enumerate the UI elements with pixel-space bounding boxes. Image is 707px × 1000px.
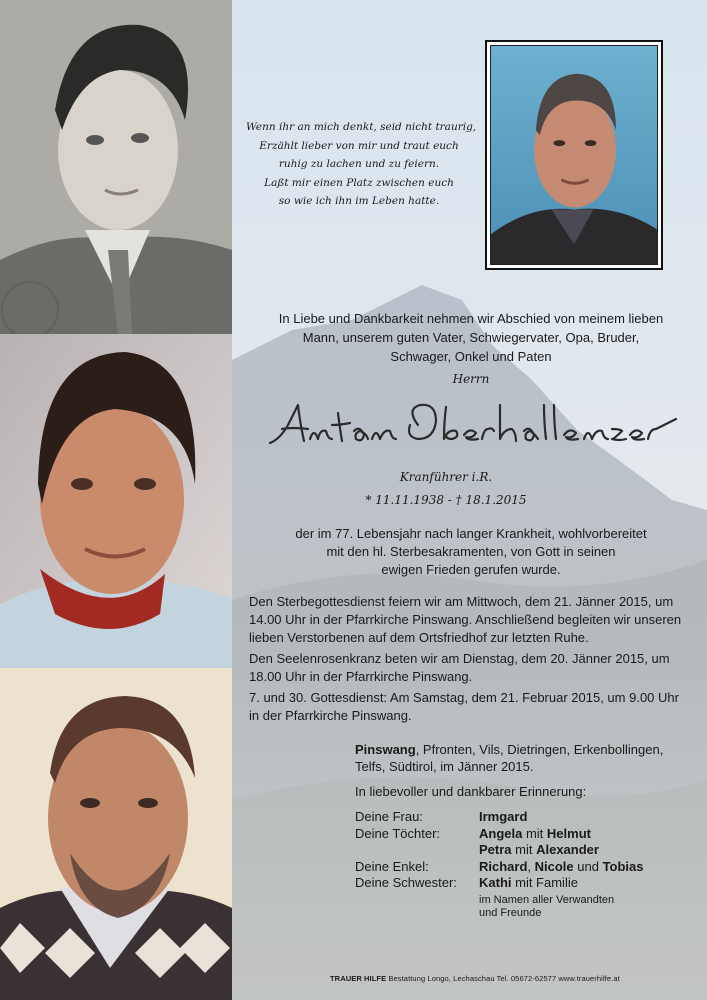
sister-row <box>355 874 700 891</box>
middle-aged-man-photo-icon <box>0 334 232 668</box>
grandchild-name: Richard <box>479 858 528 874</box>
footer <box>330 974 620 983</box>
daughters-label: Deine Töchter: <box>355 825 441 841</box>
poem-line: ruhig zu lachen und zu feiern. <box>278 158 440 170</box>
sister-label: Deine Schwester: <box>355 875 457 890</box>
daughter-name: Petra <box>479 842 512 857</box>
older-man-photo-icon <box>0 668 232 1000</box>
relatives-line: im Namen aller Verwandten <box>479 893 615 906</box>
connector: mit Familie <box>511 875 578 890</box>
poem-line: Erzählt lieber von mir und traut euch <box>259 139 459 152</box>
portrait-frame <box>485 40 663 270</box>
family-section <box>355 741 700 920</box>
intro-line: Mann, unserem guten Vater, Schwiegervater, Opa, Bruder, <box>302 330 640 345</box>
passing-line: der im 77. Lebensjahr nach langer Krankheit, wohlvorbereitet <box>295 526 647 541</box>
passing-text <box>246 525 696 579</box>
intro-text <box>246 309 696 366</box>
portrait-photo-icon <box>490 45 658 265</box>
salutation: Herrn <box>452 372 490 386</box>
grandchildren-row <box>355 858 700 875</box>
service-line: 18.00 Uhr in der Pfarrkirche Pinswang. <box>249 669 473 684</box>
poem-line: Wenn ihr an mich denkt, seid nicht traurig, <box>246 121 477 133</box>
daughter-name: Angela <box>479 825 523 841</box>
wife-label: Deine Frau: <box>355 809 423 824</box>
sister-name: Kathi <box>479 875 512 890</box>
poem-line: so wie ich ihn im Leben hatte. <box>278 195 440 207</box>
footer-brand: TRAUER HILFE <box>330 974 387 983</box>
daughters-row <box>355 825 700 842</box>
partner-name: Alexander <box>536 842 599 857</box>
connector: mit <box>522 825 547 841</box>
service-line: Den Sterbegottesdienst feiern wir am Mittwoch, dem 21. Jänner 2015, um <box>249 594 674 609</box>
remembrance-line: In liebevoller und dankbarer Erinnerung: <box>355 784 587 799</box>
service-line: 14.00 Uhr in der Pfarrkirche Pinswang. Anschließend begleiten wir unseren <box>249 612 682 627</box>
memorial-mass-text <box>249 689 679 725</box>
life-dates: * 11.11.1938 - † 18.1.2015 <box>365 493 527 507</box>
place-line <box>355 741 700 758</box>
place-line-2: Telfs, Südtirol, im Jänner 2015. <box>355 759 534 774</box>
service-line: 7. und 30. Gottesdienst: Am Samstag, dem 21. Februar 2015, um 9.00 Uhr <box>249 690 679 705</box>
connector: und <box>573 858 603 874</box>
connector: mit <box>511 842 537 857</box>
poem <box>246 118 477 211</box>
passing-line: mit den hl. Sterbesakramenten, von Gott in seinen <box>326 544 616 559</box>
name-signature <box>268 395 678 457</box>
connector: , <box>527 858 535 874</box>
young-man-photo-icon <box>0 0 232 334</box>
service-line: Den Seelenrosenkranz beten wir am Dienstag, dem 20. Jänner 2015, um <box>249 651 670 666</box>
service-line: in der Pfarrkirche Pinswang. <box>249 708 412 723</box>
grandchildren-label: Deine Enkel: <box>355 858 429 874</box>
place-name: Pinswang <box>355 742 416 757</box>
intro-line: In Liebe und Dankbarkeit nehmen wir Abschied von meinem lieben <box>278 311 664 326</box>
intro-line: Schwager, Onkel und Paten <box>390 349 552 364</box>
service-line: lieben Verstorbenen auf dem Ortsfriedhof zur letzten Ruhe. <box>249 630 589 645</box>
partner-name: Helmut <box>546 825 591 841</box>
place-rest: , Pfronten, Vils, Dietringen, Erkenbollingen, <box>415 742 664 757</box>
passing-line: ewigen Frieden gerufen wurde. <box>381 562 561 577</box>
funeral-service-text <box>249 593 681 647</box>
daughters-row-2 <box>355 841 700 858</box>
photo-column <box>0 0 232 1000</box>
wife-row <box>355 808 700 825</box>
poem-line: Laßt mir einen Platz zwischen euch <box>264 176 454 189</box>
rosary-text <box>249 650 670 686</box>
relatives-line: und Freunde <box>479 906 542 919</box>
wife-name: Irmgard <box>479 809 528 824</box>
occupation: Kranführer i.R. <box>399 470 493 484</box>
footer-details: Bestattung Longo, Lechaschau Tel. 05672-62577 www.trauerhilfe.at <box>386 974 620 983</box>
grandchild-name: Nicole <box>534 858 574 874</box>
grandchild-name: Tobias <box>602 858 644 874</box>
